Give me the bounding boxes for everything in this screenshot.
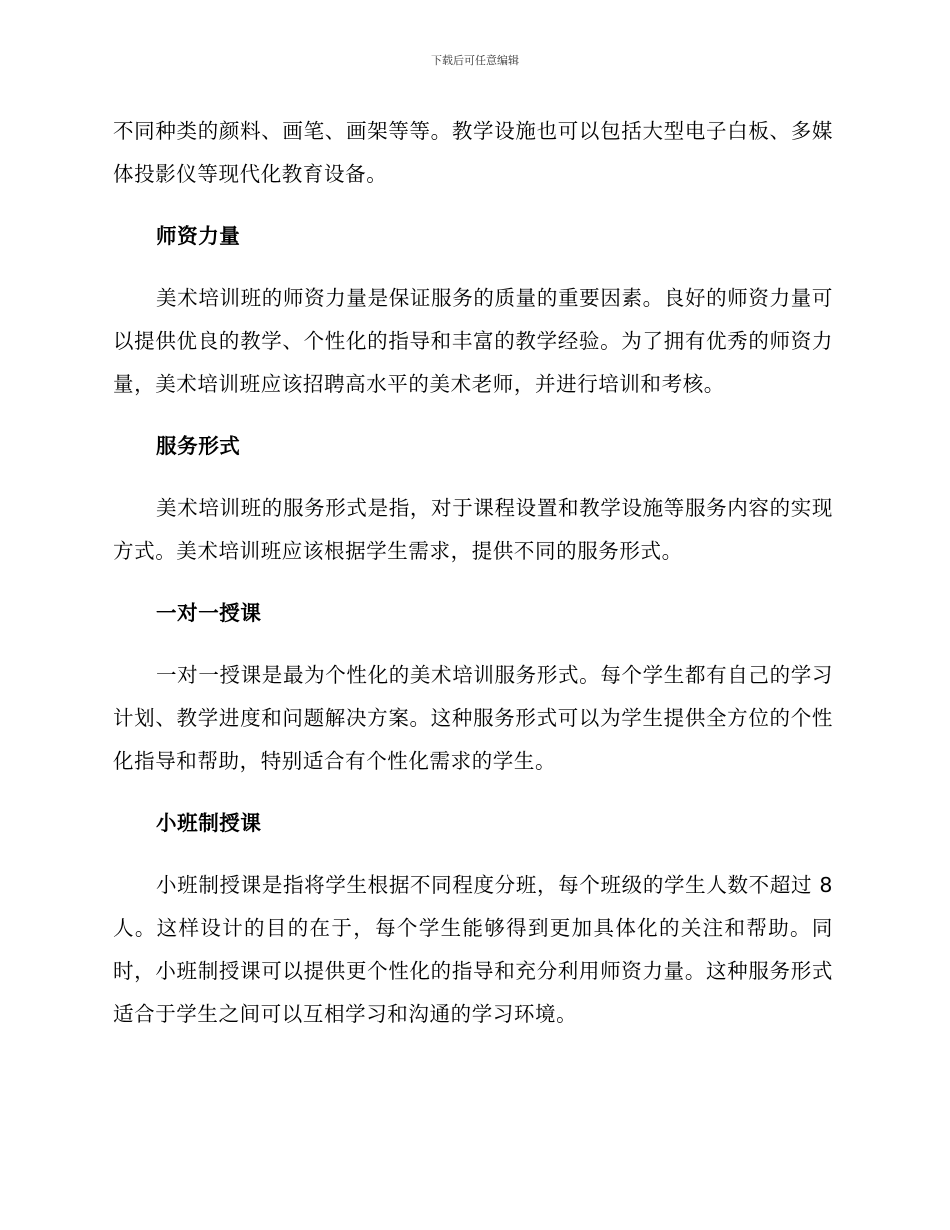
- section-paragraph-small-class: 小班制授课是指将学生根据不同程度分班，每个班级的学生人数不超过 8 人。这样设计的目的在于，每个学生能够得到更加具体化的关注和帮助。同时，小班制授课可以提供更个性化的指导和充分利用师资力量。这种服务形式适合于学生之间可以互相学习和沟通的学习环境。: [113, 873, 833, 1026]
- section-paragraph-one-on-one: 一对一授课是最为个性化的美术培训服务形式。每个学生都有自己的学习计划、教学进度和问题解决方案。这种服务形式可以为学生提供全方位的个性化指导和帮助，特别适合有个性化需求的学生。: [113, 663, 833, 773]
- document-body: [113, 110, 833, 1055]
- section-heading-one-on-one: 一对一授课: [156, 601, 262, 625]
- section-heading-small-class: 小班制授课: [156, 811, 262, 835]
- section-paragraph-service-format: 美术培训班的服务形式是指，对于课程设置和教学设施等服务内容的实现方式。美术培训班应该根据学生需求，提供不同的服务形式。: [113, 496, 833, 563]
- section-paragraph-faculty: 美术培训班的师资力量是保证服务的质量的重要因素。良好的师资力量可以提供优良的教学、个性化的指导和丰富的教学经验。为了拥有优秀的师资力量，美术培训班应该招聘高水平的美术老师，并进行培训和考核。: [113, 286, 833, 396]
- section-heading-faculty: 师资力量: [156, 224, 241, 248]
- page-header-note: 下载后可任意编辑: [431, 54, 519, 67]
- intro-paragraph: 不同种类的颜料、画笔、画架等等。教学设施也可以包括大型电子白板、多媒体投影仪等现代化教育设备。: [113, 119, 833, 186]
- section-heading-service-format: 服务形式: [156, 434, 241, 458]
